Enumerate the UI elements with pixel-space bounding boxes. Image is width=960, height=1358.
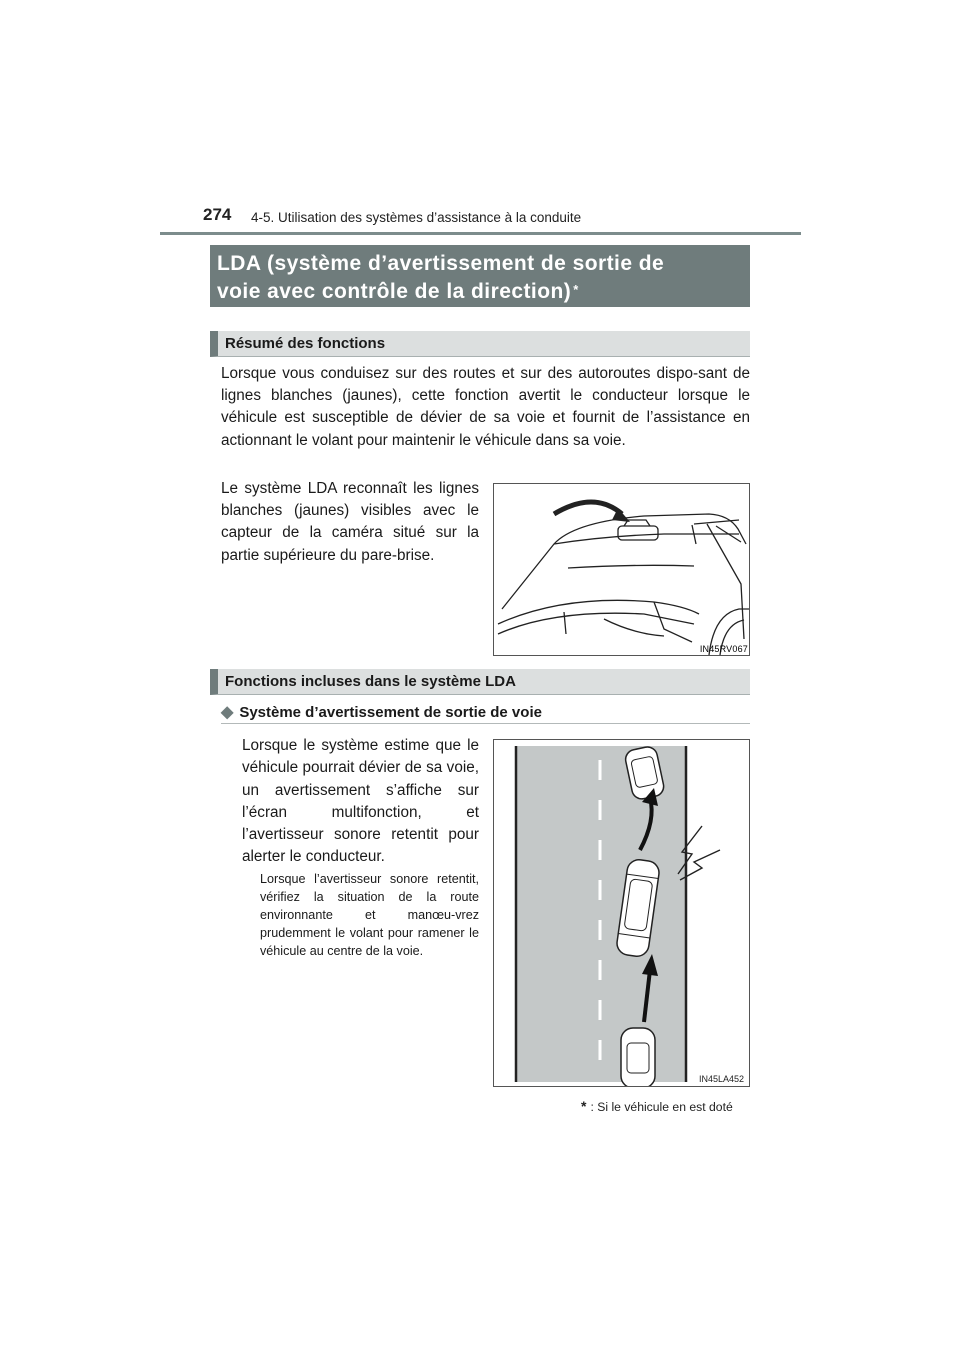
figure-code: IN45LA452 xyxy=(698,1074,744,1084)
title-line-2: voie avec contrôle de la direction) xyxy=(217,280,572,303)
car-bottom xyxy=(621,1028,655,1086)
diamond-bullet-icon: ◆ xyxy=(221,704,234,721)
subheading-text: Système d’avertissement de sortie de voie xyxy=(239,704,542,721)
title-line-1: LDA (système d’avertissement de sortie de xyxy=(217,252,665,275)
footnote xyxy=(581,1098,733,1114)
lane-illustration xyxy=(494,740,749,1086)
section-heading-summary: Résumé des fonctions xyxy=(210,331,750,357)
page-number: 274 xyxy=(203,205,232,224)
section-title xyxy=(210,245,750,307)
asterisk-icon: * xyxy=(573,282,579,297)
footnote-text: : Si le véhicule en est doté xyxy=(590,1100,733,1114)
asterisk-icon: * xyxy=(581,1098,587,1114)
header-divider xyxy=(160,232,801,235)
lane-departure-figure xyxy=(493,739,750,1087)
camera-location-figure xyxy=(493,483,750,656)
subheading-divider xyxy=(221,723,750,724)
road xyxy=(516,746,686,1082)
intro-paragraph: Lorsque vous conduisez sur des routes et sur des autoroutes dispo-sant de lignes blanches (jaunes), cette fonction avertit le conducteur lorsque le véhicule est susceptible de dévier de sa voie et fournit de l’assistance en actionnant le volant pour maintenir le véhicule dans sa voie. xyxy=(221,365,750,449)
note-paragraph: Lorsque l’avertisseur sonore retentit, vérifiez la situation de la route environnante et manœu-vrez prudemment le volant pour ramener le véhicule au centre de la voie. xyxy=(260,872,479,958)
subheading-lane-departure xyxy=(221,702,542,722)
title-line-2-wrap xyxy=(217,278,744,306)
chapter-title: 4-5. Utilisation des systèmes d’assistance à la conduite xyxy=(251,210,582,225)
warning-paragraph: Lorsque le système estime que le véhicule pourrait dévier de sa voie, un avertissement s’affiche sur l’écran multifonction, et l’avertisseur sonore retentit pour alerter le conducteur. xyxy=(242,737,479,866)
windshield-illustration xyxy=(494,484,749,655)
figure-code: IN45RV067 xyxy=(699,644,748,654)
camera-paragraph: Le système LDA reconnaît les lignes blanches (jaunes) visibles avec le capteur de la caméra situé sur la partie supérieure du pare-brise. xyxy=(221,480,479,564)
section-heading-functions: Fonctions incluses dans le système LDA xyxy=(210,669,750,695)
